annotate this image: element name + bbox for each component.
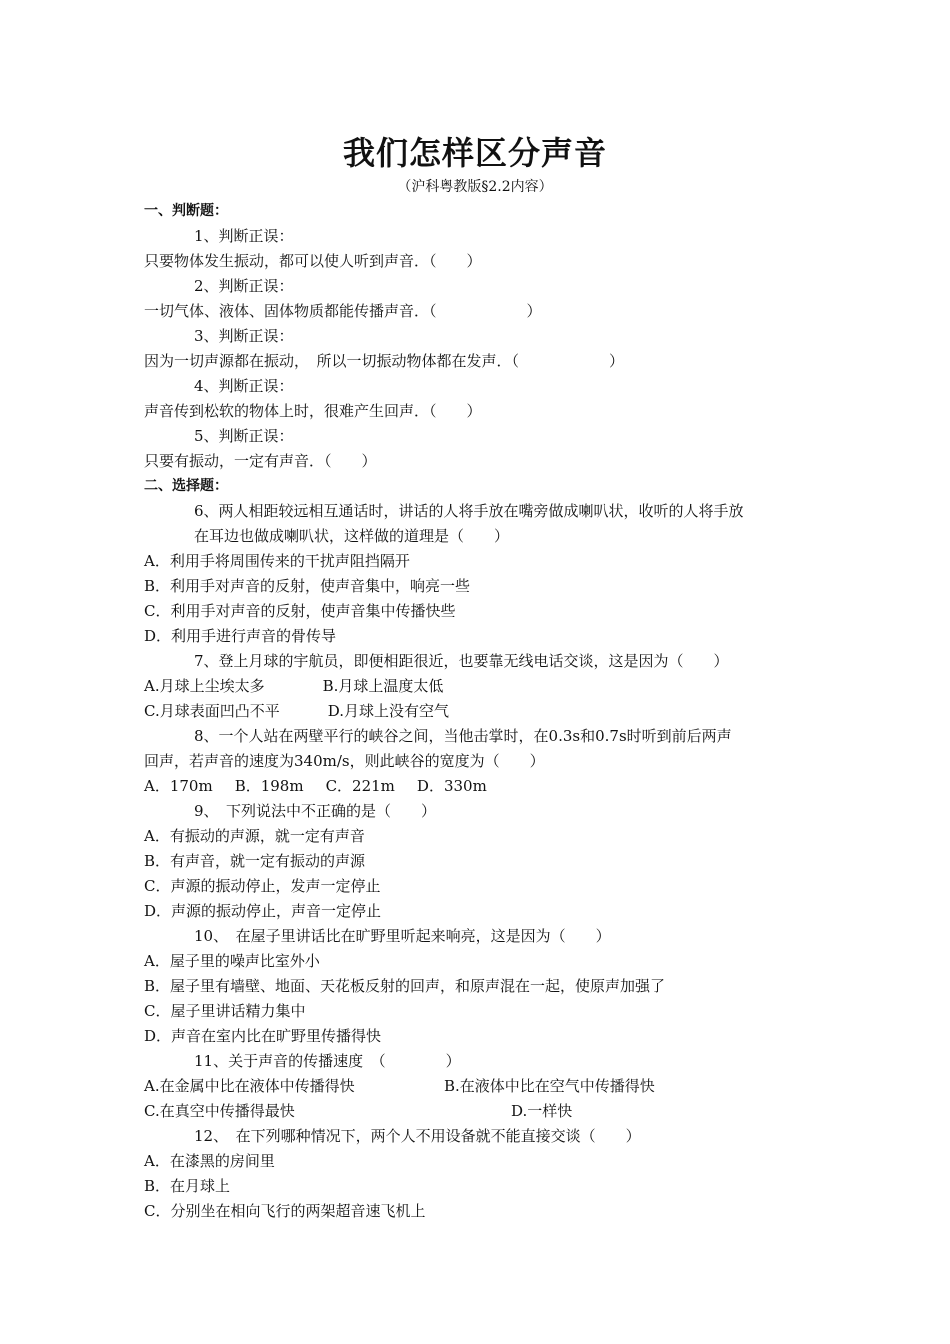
q6-option-b: B．利用手对声音的反射，使声音集中，响亮一些	[144, 577, 471, 595]
q10-line1: 10、 在屋子里讲话比在旷野里听起来响亮，这是因为（ ）	[194, 927, 611, 945]
q8-options-row	[144, 774, 824, 799]
judge-3-head: 3、判断正误：	[194, 327, 294, 345]
page-title: 我们怎样区分声音	[342, 134, 607, 172]
q8-line1: 8、一个人站在两壁平行的峡谷之间，当他击掌时，在0.3s和0.7s时听到前后两声	[194, 727, 732, 745]
q8-option-a: A．170m	[144, 777, 213, 795]
q9-option-a: A．有振动的声源，就一定有声音	[144, 827, 365, 845]
q11-option-b: B.在液体中比在空气中传播得快	[444, 1077, 655, 1095]
q7-option-b: B.月球上温度太低	[322, 677, 444, 695]
judge-3-text: 因为一切声源都在振动， 所以一切振动物体都在发声．（ ）	[144, 352, 625, 370]
q8-option-d: D．330m	[416, 777, 487, 795]
q8-option-c: C．221m	[325, 777, 395, 795]
q6-option-c: C．利用手对声音的反射，使声音集中传播快些	[144, 602, 456, 620]
judge-2-head: 2、判断正误：	[194, 277, 294, 295]
q12-line1: 12、 在下列哪种情况下，两个人不用设备就不能直接交谈（ ）	[194, 1127, 641, 1145]
page-subtitle: （沪科粤教版§2.2内容）	[397, 179, 553, 195]
q7-line1: 7、登上月球的宇航员，即便相距很近，也要靠无线电话交谈，这是因为（ ）	[194, 652, 729, 670]
q7-options-row2	[144, 699, 824, 724]
q10-option-d: D．声音在室内比在旷野里传播得快	[144, 1027, 382, 1045]
q6-option-a: A．利用手将周围传来的干扰声阻挡隔开	[144, 552, 410, 570]
q12-option-b: B．在月球上	[144, 1177, 231, 1195]
q12-option-a: A．在漆黑的房间里	[144, 1152, 275, 1170]
q7-option-d: D.月球上没有空气	[327, 702, 449, 720]
judge-1-text: 只要物体发生振动，都可以使人听到声音．（ ）	[144, 252, 482, 270]
q6-option-d: D．利用手进行声音的骨传导	[144, 627, 337, 645]
q9-option-b: B．有声音，就一定有振动的声源	[144, 852, 366, 870]
q8-line2: 回声，若声音的速度为340m/s，则此峡谷的宽度为（ ）	[144, 752, 545, 770]
judge-4-text: 声音传到松软的物体上时，很难产生回声．（ ）	[144, 402, 482, 420]
judge-5-head: 5、判断正误：	[194, 427, 294, 445]
judge-5-text: 只要有振动，一定有声音．（ ）	[144, 452, 377, 470]
judge-4-head: 4、判断正误：	[194, 377, 294, 395]
document-body	[144, 199, 824, 1224]
q11-line1: 11、关于声音的传播速度 （ ）	[194, 1052, 461, 1070]
judge-2-text: 一切气体、液体、固体物质都能传播声音．（ ）	[144, 302, 542, 320]
q9-option-d: D．声源的振动停止，声音一定停止	[144, 902, 382, 920]
q11-options-row2	[144, 1099, 824, 1124]
q11-option-c: C.在真空中传播得最快	[144, 1102, 295, 1120]
q7-options-row1	[144, 674, 824, 699]
q9-line1: 9、 下列说法中不正确的是（ ）	[194, 802, 437, 820]
q10-option-b: B．屋子里有墙壁、地面、天花板反射的回声，和原声混在一起，使原声加强了	[144, 977, 666, 995]
section-heading-choice: 二、选择题：	[144, 478, 228, 494]
q11-option-d: D.一样快	[511, 1102, 573, 1120]
q12-option-c: C．分别坐在相向飞行的两架超音速飞机上	[144, 1202, 426, 1220]
q11-options-row1	[144, 1074, 824, 1099]
judge-1-head: 1、判断正误：	[194, 227, 294, 245]
q6-line2: 在耳边也做成喇叭状，这样做的道理是（ ）	[194, 527, 510, 545]
q7-option-a: A.月球上尘埃太多	[144, 677, 265, 695]
q11-option-a: A.在金属中比在液体中传播得快	[144, 1077, 355, 1095]
q10-option-a: A．屋子里的噪声比室外小	[144, 952, 320, 970]
section-heading-judge: 一、判断题：	[144, 203, 228, 219]
q9-option-c: C．声源的振动停止，发声一定停止	[144, 877, 381, 895]
q7-option-c: C.月球表面凹凸不平	[144, 702, 280, 720]
q6-line1: 6、两人相距较远相互通话时，讲话的人将手放在嘴旁做成喇叭状，收听的人将手放	[194, 502, 744, 520]
q8-option-b: B．198m	[234, 777, 304, 795]
q10-option-c: C．屋子里讲话精力集中	[144, 1002, 306, 1020]
